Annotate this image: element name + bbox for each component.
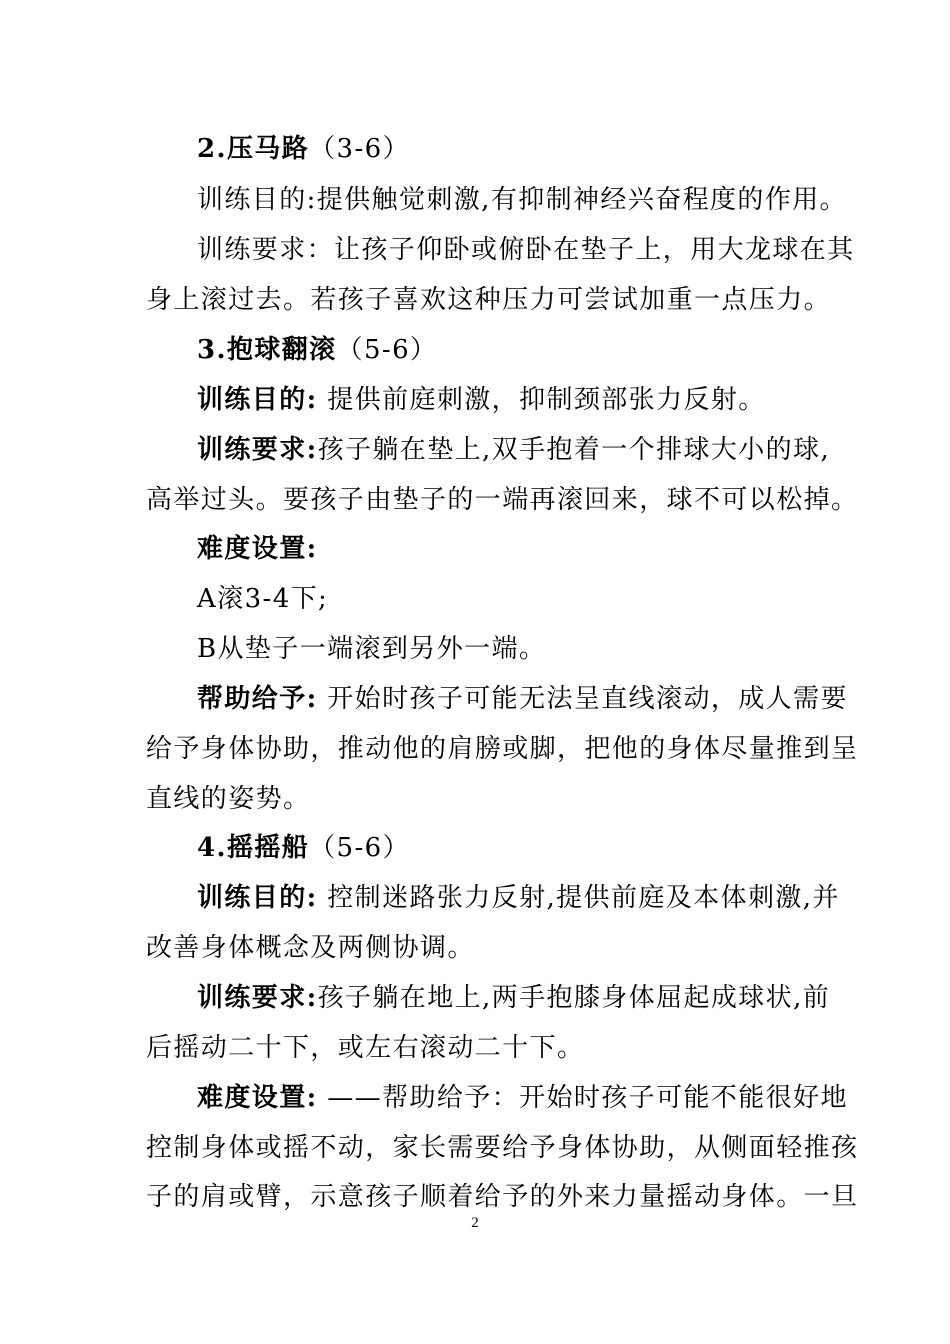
paragraph-line: A滚3-4下; — [197, 584, 329, 614]
paragraph-line: 控制身体或摇不动，家长需要给予身体协助，从侧面轻推孩 — [146, 1133, 859, 1163]
item-label: 训练目的: — [197, 883, 318, 913]
item-label: 训练要求: — [197, 983, 318, 1013]
paragraph-line — [197, 524, 808, 574]
age-range: （5-6） — [309, 833, 411, 863]
paragraph-line — [197, 873, 840, 923]
paragraph-line — [197, 425, 831, 475]
paragraph-line: 训练要求：让孩子仰卧或俯卧在垫子上，用大龙球在其 — [197, 235, 855, 265]
item-text: 孩子躺在垫上,双手抱着一个排球大小的球, — [317, 435, 831, 465]
item-label: 帮助给予: — [197, 684, 318, 714]
item-label: 训练要求: — [197, 435, 318, 465]
paragraph-line — [197, 674, 848, 724]
paragraph-line: 给予身体协助，推动他的肩膀或脚，把他的身体尽量推到呈 — [146, 734, 859, 764]
paragraph-line: B从垫子一端滚到另外一端。 — [197, 634, 547, 664]
item-label: 训练目的: — [197, 385, 318, 415]
paragraph-line: 高举过头。要孩子由垫子的一端再滚回来，球不可以松掉。 — [146, 485, 859, 515]
section-title: 3.抱球翻滚 — [197, 335, 337, 365]
paragraph-line: 直线的姿势。 — [146, 784, 311, 814]
section-heading — [197, 124, 808, 174]
item-label: 难度设置: — [197, 1083, 318, 1113]
section-heading — [197, 823, 808, 873]
section-title: 2.压马路 — [197, 134, 310, 164]
paragraph-line: 后摇动二十下，或左右滚动二十下。 — [146, 1033, 585, 1063]
item-text: ——帮助给予：开始时孩子可能不能很好地 — [327, 1083, 848, 1113]
paragraph-line — [197, 375, 808, 425]
item-text: 提供前庭刺激，抑制颈部张力反射。 — [327, 385, 766, 415]
age-range: （3-6） — [309, 134, 411, 164]
paragraph-line — [197, 1073, 848, 1123]
item-text: 控制迷路张力反射,提供前庭及本体刺激,并 — [327, 883, 840, 913]
section-heading — [197, 325, 808, 375]
paragraph-line — [197, 973, 831, 1023]
item-text: 开始时孩子可能无法呈直线滚动，成人需要 — [327, 684, 848, 714]
section-title: 4.摇摇船 — [197, 833, 310, 863]
item-text: 孩子躺在地上,两手抱膝身体屈起成球状,前 — [317, 983, 831, 1013]
age-range: （5-6） — [336, 335, 438, 365]
page-number: 2 — [471, 1215, 479, 1231]
paragraph-line: 训练目的:提供触觉刺激,有抑制神经兴奋程度的作用。 — [197, 185, 848, 215]
paragraph-line: 改善身体概念及两侧协调。 — [146, 933, 475, 963]
paragraph-line: 子的肩或臂，示意孩子顺着给予的外来力量摇动身体。一旦 — [146, 1182, 859, 1212]
paragraph-line: 身上滚过去。若孩子喜欢这种压力可尝试加重一点压力。 — [146, 285, 832, 315]
item-label: 难度设置: — [197, 534, 318, 564]
